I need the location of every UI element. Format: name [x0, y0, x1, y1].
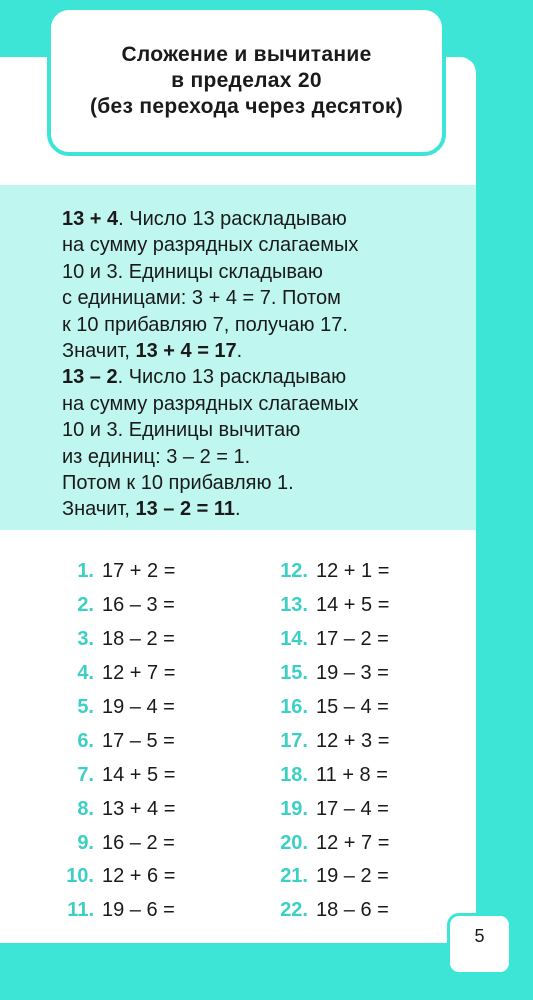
explanation-line: с единицами: 3 + 4 = 7. Потом — [62, 287, 341, 310]
title-box — [47, 6, 446, 156]
exercise-row — [258, 860, 389, 894]
page-number: 5 — [447, 913, 512, 975]
exercise-expression: 19 – 2 = — [316, 865, 389, 888]
exercise-row — [44, 792, 175, 826]
exercise-row — [44, 724, 175, 758]
explanation-fragment: Значит, — [62, 340, 136, 363]
example-expression: 13 + 4 — [62, 208, 119, 230]
exercise-number: 14. — [280, 628, 308, 651]
exercise-row — [258, 657, 389, 691]
explanation-line — [62, 364, 442, 390]
exercise-expression: 19 – 3 = — [316, 662, 389, 685]
explanation-line — [62, 338, 442, 364]
exercise-row — [258, 894, 389, 928]
exercise-number: 10. — [66, 865, 94, 888]
explanation-line: 10 и 3. Единицы вычитаю — [62, 419, 301, 442]
explanation-fragment: . — [235, 498, 241, 521]
example-expression: 13 – 2 — [62, 366, 118, 389]
exercise-row — [44, 860, 175, 894]
exercise-expression: 17 – 4 = — [316, 797, 389, 820]
explanation-fragment: . Число 13 раскладываю — [117, 366, 347, 389]
exercise-row — [44, 623, 175, 657]
exercise-expression: 12 + 1 = — [316, 560, 390, 583]
exercise-number: 18. — [280, 763, 308, 786]
exercise-number: 3. — [77, 628, 94, 651]
exercise-number: 22. — [280, 899, 308, 922]
title-line-3: (без перехода через десяток) — [89, 95, 404, 118]
exercise-number: 16. — [280, 696, 308, 718]
exercise-row — [44, 555, 175, 589]
exercise-expression: 17 – 5 = — [102, 729, 175, 752]
exercise-row — [44, 826, 175, 860]
exercise-row — [44, 657, 175, 691]
title-line-1: Сложение и вычитание — [121, 43, 372, 66]
exercise-column-2 — [258, 555, 389, 928]
exercise-row — [258, 691, 389, 725]
exercise-row — [258, 826, 389, 860]
exercise-expression: 19 – 4 = — [102, 696, 175, 718]
exercise-number: 11. — [67, 899, 94, 922]
explanation-text — [62, 206, 442, 523]
exercise-column-1 — [44, 555, 175, 928]
explanation-fragment: . Число 13 раскладываю — [118, 208, 347, 230]
exercise-number: 7. — [77, 763, 94, 786]
exercise-number: 6. — [77, 729, 94, 752]
exercise-number: 19. — [280, 797, 308, 820]
example-result: 13 + 4 = 17 — [135, 340, 237, 363]
explanation-line: 10 и 3. Единицы складываю — [62, 260, 323, 283]
explanation-line: из единиц: 3 – 2 = 1. — [62, 445, 251, 468]
exercise-expression: 16 – 3 = — [102, 594, 175, 617]
exercise-number: 20. — [280, 831, 308, 854]
explanation-line — [62, 206, 442, 232]
exercise-number: 8. — [77, 797, 94, 820]
exercise-row — [44, 691, 175, 725]
exercise-expression: 15 – 4 = — [316, 696, 389, 718]
exercise-number: 17. — [280, 729, 308, 752]
title-line-2: в пределах 20 — [171, 69, 322, 92]
exercise-number: 15. — [280, 662, 308, 685]
exercise-number: 1. — [77, 560, 94, 583]
exercise-expression: 17 – 2 = — [316, 628, 389, 651]
exercise-number: 13. — [280, 594, 308, 617]
exercise-row — [258, 623, 389, 657]
exercise-expression: 14 + 5 = — [316, 594, 390, 617]
exercise-expression: 11 + 8 = — [316, 763, 388, 786]
exercise-expression: 16 – 2 = — [102, 831, 175, 854]
exercise-number: 12. — [280, 560, 308, 583]
explanation-line — [62, 496, 442, 522]
exercise-row — [44, 894, 175, 928]
exercise-number: 21. — [280, 865, 308, 888]
exercise-expression: 14 + 5 = — [102, 763, 176, 786]
exercise-row — [258, 724, 389, 758]
explanation-fragment: . — [236, 340, 243, 363]
example-result: 13 – 2 = 11 — [135, 498, 236, 521]
exercise-number: 5. — [77, 696, 94, 718]
exercise-row — [44, 758, 175, 792]
exercise-expression: 12 + 7 = — [102, 662, 176, 685]
exercise-row — [258, 555, 389, 589]
exercise-expression: 12 + 6 = — [102, 865, 176, 888]
explanation-line: Потом к 10 прибавляю 1. — [62, 472, 294, 495]
exercise-expression: 17 + 2 = — [102, 560, 176, 583]
exercise-expression: 18 – 2 = — [102, 628, 175, 651]
explanation-line: к 10 прибавляю 7, получаю 17. — [62, 313, 348, 336]
exercise-number: 2. — [77, 594, 94, 617]
exercise-number: 4. — [77, 662, 94, 685]
exercise-expression: 13 + 4 = — [102, 797, 176, 820]
explanation-fragment: Значит, — [62, 498, 136, 521]
exercise-expression: 18 – 6 = — [316, 899, 389, 922]
exercise-expression: 12 + 3 = — [316, 729, 390, 752]
exercise-expression: 12 + 7 = — [316, 831, 390, 854]
exercise-row — [258, 792, 389, 826]
explanation-line: на сумму разрядных слагаемых — [62, 392, 359, 415]
exercise-number: 9. — [77, 831, 94, 854]
exercise-row — [44, 589, 175, 623]
exercise-expression: 19 – 6 = — [102, 899, 175, 922]
exercise-row — [258, 589, 389, 623]
explanation-line: на сумму разрядных слагаемых — [62, 234, 359, 257]
exercise-row — [258, 758, 389, 792]
